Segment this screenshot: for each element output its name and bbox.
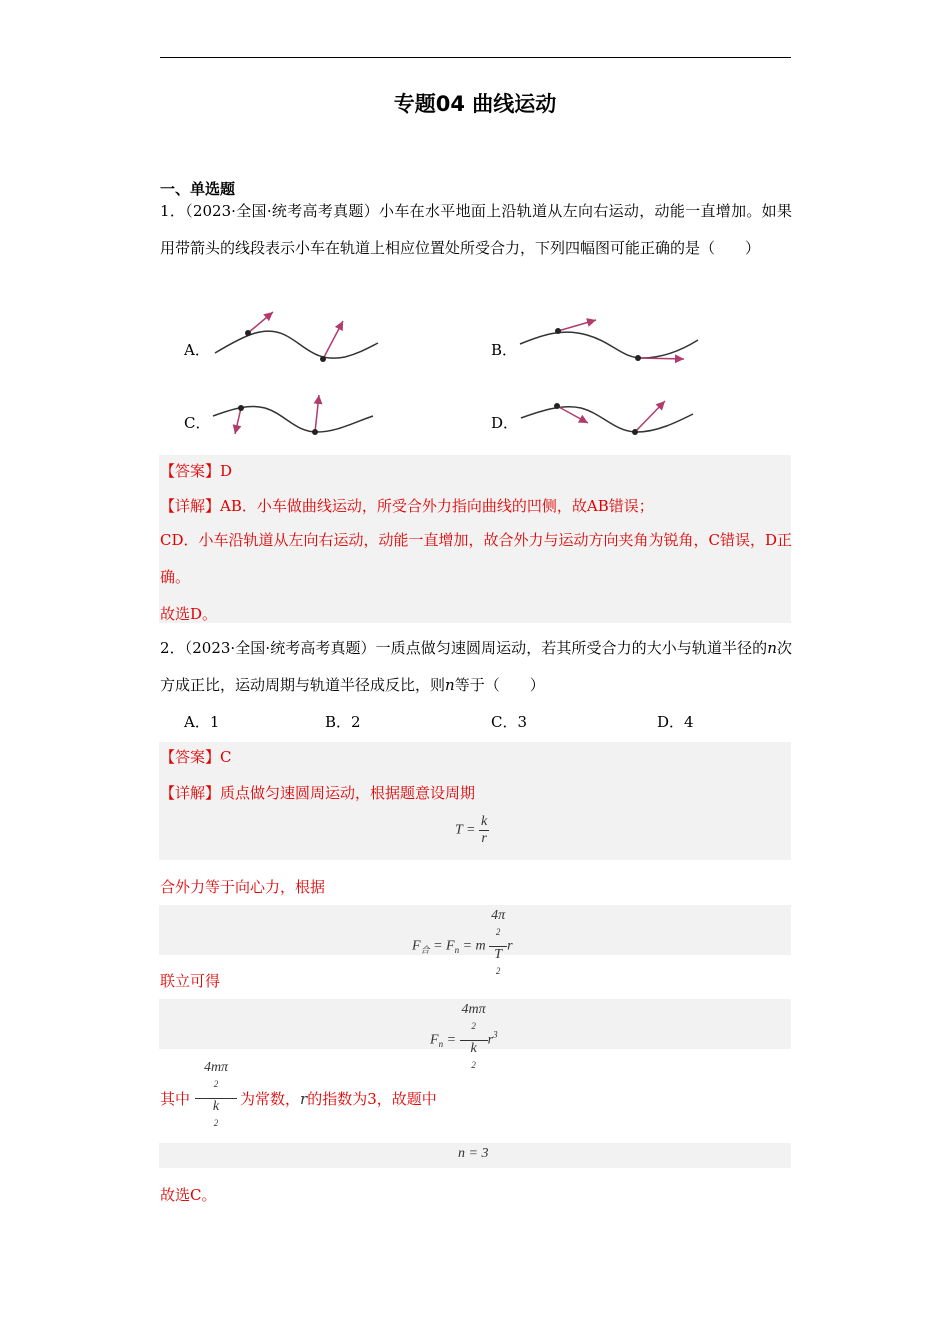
eq3-eq: = [443,1032,460,1048]
q1-option-a: A． [184,341,210,359]
q2-text-2: 合外力等于向心力，根据 [160,878,326,896]
eq2-tail: r [507,938,513,954]
eq2-m: = m [459,938,486,954]
q2-stem [160,630,792,704]
q2-conclusion: 故选C。 [160,1186,217,1204]
eq2-f2: F [446,938,455,954]
equation-centripetal [412,908,513,984]
q2-stem-n-1: n [767,639,777,657]
q2-text-4a: 其中 [160,1090,191,1108]
q2-stem-part-2: 次方成正比，运动周期与轨道半径成反比，则 [160,639,792,694]
q1-option-b: B． [491,341,518,359]
eq1-den: r [481,831,487,846]
q1-stem: 1．（2023·全国·统考高考真题）小车在水平地面上沿轨道从左向右运动，动能一直增加。如果用带箭头的线段表示小车在轨道上相应位置处所受合力，下列四幅图可能正确的是（ ） [160,202,792,257]
equation-period [455,814,489,847]
q1-answer [160,460,232,481]
eq3-den-sup: 2 [471,1059,476,1070]
q1-detail-1 [160,495,654,516]
q1-answer-label: 【答案】 [160,462,221,480]
eq3-num: 4mπ [461,1002,486,1017]
page-title: 专题04 曲线运动 [393,92,557,116]
inline-num: 4mπ [203,1060,229,1075]
q2-detail-1 [160,782,475,803]
q2-text-4 [160,1088,190,1109]
q1-detail-label: 【详解】 [160,497,221,515]
eq3-tail: r [487,1032,494,1048]
q1-figure-d [515,392,700,442]
q1-figure-c [205,388,385,440]
eq1-lhs: T = [455,822,476,838]
eq2-sub1: 合 [420,945,430,956]
q2-text-3: 联立可得 [160,972,221,990]
q2-option-a: A．1 [184,713,220,731]
eq2-num: 4π [491,908,506,923]
q2-answer-label: 【答案】 [160,748,221,766]
q1-option-c: C． [184,414,211,432]
inline-num-sup: 2 [213,1079,219,1089]
q1-figure-b [512,310,702,372]
equation-n: n = 3 [458,1146,489,1161]
q2-option-c: C．3 [491,713,528,731]
eq2-eq: = [429,938,447,954]
q1-conclusion: 故选D。 [160,605,218,623]
q2-text-4r: r [300,1090,308,1108]
eq3-tail-sup: 3 [493,1029,498,1040]
q2-text-4b: 为常数， [240,1090,301,1108]
q1-detail-2: CD．小车沿轨道从左向右运动，动能一直增加，故合外力与运动方向夹角为锐角，C错误，D正确。 [160,531,793,586]
eq3-den: k [470,1040,477,1056]
eq3-sub: n [438,1039,444,1050]
eq3-f: F [430,1032,439,1048]
header-rule [160,57,791,58]
inline-den: k [212,1098,220,1114]
eq3-num-sup: 2 [471,1021,476,1031]
section-heading: 一、单选题 [160,180,236,198]
q1-answer-value: D [220,462,233,480]
q2-text-4-rest [240,1088,437,1109]
q2-text-4c: 的指数为3，故题中 [307,1090,437,1108]
equation-result [430,1002,498,1078]
q2-stem-part-1: 2．（2023·全国·统考高考真题）一质点做匀速圆周运动，若其所受合力的大小与轨道半径的 [160,639,768,657]
eq2-den: T [494,946,503,962]
q2-detail-1-text: 质点做匀速圆周运动，根据题意设周期 [220,784,476,802]
q2-stem-part-3: 等于（ ） [454,676,545,694]
inline-fraction [195,1060,237,1136]
eq2-num-sup: 2 [495,927,501,937]
eq1-num: k [480,814,488,829]
q2-detail-label: 【详解】 [160,784,221,802]
inline-den-sup: 2 [213,1117,219,1128]
q2-option-b: B．2 [325,713,361,731]
q1-detail-1-text: AB．小车做曲线运动，所受合外力指向曲线的凹侧，故AB错误； [220,497,654,515]
q1-figure-a [205,305,385,370]
q2-answer-value: C [220,748,232,766]
eq2-sub2: n [454,945,460,956]
q2-answer [160,746,232,767]
q1-option-d: D． [491,414,519,432]
q2-option-d: D．4 [657,713,694,731]
q2-stem-n-2: n [445,676,455,694]
eq2-f: F [412,938,421,954]
eq2-den-sup: 2 [495,965,501,976]
